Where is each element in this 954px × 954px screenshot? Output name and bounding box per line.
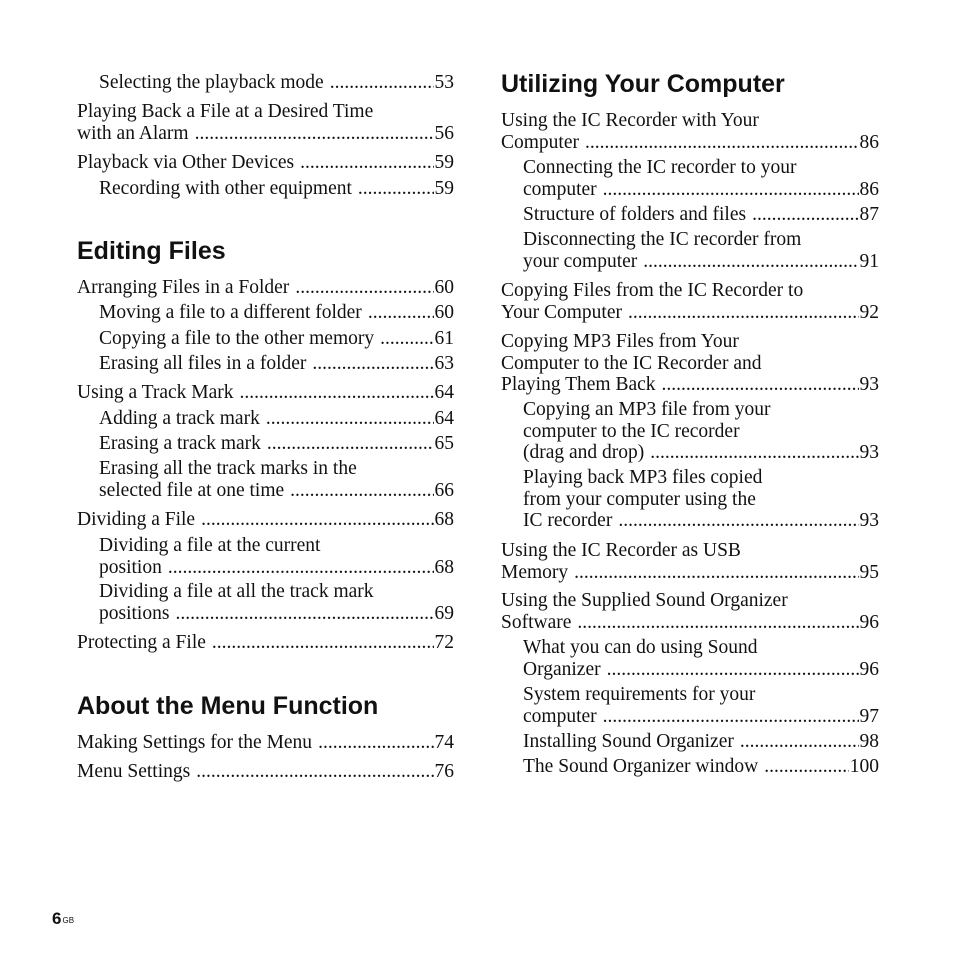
- toc-entry-line: [501, 540, 879, 562]
- toc-page-number: 60: [434, 277, 454, 298]
- toc-entry-line: [99, 328, 454, 350]
- toc-page-number: 68: [434, 556, 454, 578]
- dot-leader: [240, 382, 434, 404]
- toc-entry-line: [77, 277, 454, 299]
- dot-leader: [740, 731, 859, 753]
- toc-entry-s0-9: [99, 535, 454, 578]
- toc-entry-text: Using the IC Recorder as USB: [501, 540, 741, 561]
- toc-page-number: 98: [859, 731, 879, 752]
- toc-entry-line: [99, 458, 454, 480]
- toc-entry-line: [523, 510, 879, 532]
- toc-entry-line: [99, 433, 454, 455]
- toc-entry-line: [501, 612, 879, 634]
- toc-entry-r11: [523, 684, 879, 727]
- toc-entry-text: Playing Back a File at a Desired Time: [77, 101, 374, 122]
- toc-entry-s0-0: [77, 277, 454, 299]
- dot-leader: [628, 302, 859, 324]
- dot-leader: [290, 480, 433, 502]
- toc-entry-line: [501, 353, 879, 375]
- dot-leader: [368, 302, 434, 324]
- toc-entry-text: position: [99, 556, 162, 578]
- toc-entry-line: [99, 480, 454, 502]
- toc-entry-l2: [77, 152, 454, 174]
- dot-leader: [266, 408, 434, 430]
- toc-page-number: 93: [859, 442, 879, 463]
- toc-entry-line: [99, 603, 454, 625]
- toc-page-number: 96: [859, 658, 879, 680]
- dot-leader: [318, 732, 433, 754]
- toc-entry-text: Making Settings for the Menu: [77, 732, 313, 753]
- toc-entry-text: Installing Sound Organizer: [523, 731, 734, 752]
- toc-entry-s1-1: [77, 761, 454, 783]
- toc-entry-line: [501, 331, 879, 353]
- toc-entry-text: Using a Track Mark: [77, 382, 234, 403]
- toc-entry-text: Erasing a track mark: [99, 433, 261, 454]
- toc-entry-line: [523, 637, 879, 659]
- toc-entry-text: Erasing all the track marks in the: [99, 458, 357, 479]
- toc-entry-text: Adding a track mark: [99, 408, 260, 429]
- toc-entry-r5: [501, 331, 879, 396]
- dot-leader: [175, 603, 433, 625]
- toc-entry-text: System requirements for your: [523, 684, 756, 705]
- toc-entry-line: [77, 152, 454, 174]
- toc-entry-s0-4: [77, 382, 454, 404]
- toc-entry-text: Copying Files from the IC Recorder to: [501, 280, 804, 301]
- toc-entry-text: The Sound Organizer window: [523, 756, 759, 777]
- toc-entry-text: Menu Settings: [77, 761, 191, 782]
- toc-entry-text: Software: [501, 611, 572, 633]
- dot-leader: [577, 612, 858, 634]
- toc-entry-line: [523, 442, 879, 464]
- toc-page-number: 76: [434, 761, 454, 782]
- toc-entry-line: [523, 756, 879, 778]
- toc-entry-text: Dividing a File: [77, 509, 196, 530]
- section-heading-s1: About the Menu Function: [77, 692, 379, 720]
- dot-leader: [643, 251, 858, 273]
- toc-page-number: 59: [434, 178, 454, 199]
- toc-entry-s0-5: [99, 408, 454, 430]
- toc-page-number: 86: [859, 178, 879, 200]
- toc-entry-line: [523, 659, 879, 681]
- toc-entry-line: [523, 731, 879, 753]
- toc-entry-text: Playback via Other Devices: [77, 152, 295, 173]
- dot-leader: [201, 509, 433, 531]
- toc-entry-s0-3: [99, 353, 454, 375]
- dot-leader: [358, 178, 434, 200]
- toc-entry-s0-7: [99, 458, 454, 501]
- toc-entry-r8: [501, 540, 879, 583]
- toc-entry-s0-8: [77, 509, 454, 531]
- toc-entry-text: Structure of folders and files: [523, 204, 747, 225]
- toc-entry-s1-0: [77, 732, 454, 754]
- toc-entry-line: [523, 251, 879, 273]
- toc-entry-text: Playing Them Back: [501, 374, 656, 395]
- toc-entry-text: Copying MP3 Files from Your: [501, 331, 739, 352]
- toc-entry-r6: [523, 399, 879, 464]
- toc-page-number: 68: [434, 509, 454, 530]
- toc-page-number: 97: [859, 705, 879, 727]
- toc-entry-text: selected file at one time: [99, 479, 285, 501]
- toc-entry-l1: [77, 101, 454, 144]
- page-number-value: 6: [52, 909, 62, 928]
- toc-entry-s0-6: [99, 433, 454, 455]
- toc-entry-l3: [99, 178, 454, 200]
- toc-entry-line: [523, 399, 879, 421]
- dot-leader: [212, 632, 434, 654]
- toc-entry-line: [523, 706, 879, 728]
- toc-entry-text: from your computer using the: [523, 488, 756, 510]
- dot-leader: [618, 510, 858, 532]
- toc-entry-line: [99, 353, 454, 375]
- toc-page-number: 61: [434, 328, 454, 349]
- toc-page-number: 69: [434, 602, 454, 624]
- dot-leader: [330, 72, 434, 94]
- dot-leader: [574, 562, 858, 584]
- toc-entry-text: (drag and drop): [523, 442, 645, 463]
- toc-page-number: 96: [859, 611, 879, 633]
- toc-entry-line: [523, 204, 879, 226]
- toc-entry-text: computer to the IC recorder: [523, 420, 740, 442]
- toc-entry-text: Computer to the IC Recorder and: [501, 352, 762, 374]
- toc-entry-text: Playing back MP3 files copied: [523, 467, 763, 488]
- dot-leader: [585, 132, 859, 154]
- toc-page-number: 63: [434, 353, 454, 374]
- toc-entry-text: Dividing a file at all the track mark: [99, 581, 374, 602]
- section-heading-s0: Editing Files: [77, 237, 226, 265]
- toc-entry-text: Using the IC Recorder with Your: [501, 110, 759, 131]
- toc-entry-text: computer: [523, 705, 597, 727]
- region-code: GB: [62, 916, 75, 925]
- toc-page-number: 92: [859, 301, 879, 323]
- toc-page-number: 100: [849, 756, 879, 777]
- toc-entry-text: Protecting a File: [77, 632, 206, 653]
- toc-entry-line: [99, 178, 454, 200]
- toc-entry-line: [99, 72, 454, 94]
- toc-entry-text: What you can do using Sound: [523, 637, 758, 658]
- toc-entry-line: [99, 302, 454, 324]
- toc-entry-r12: [523, 731, 879, 753]
- toc-entry-line: [523, 179, 879, 201]
- toc-entry-line: [99, 535, 454, 557]
- toc-entry-text: Recording with other equipment: [99, 178, 352, 199]
- toc-entry-line: [501, 562, 879, 584]
- toc-entry-text: positions: [99, 602, 170, 624]
- toc-page-number: 95: [859, 561, 879, 583]
- dot-leader: [603, 706, 859, 728]
- dot-leader: [300, 152, 433, 174]
- toc-entry-text: Computer: [501, 131, 579, 153]
- toc-entry-s0-1: [99, 302, 454, 324]
- toc-page-number: 59: [434, 152, 454, 173]
- dot-leader: [662, 374, 859, 396]
- toc-entry-l0: [99, 72, 454, 94]
- toc-entry-text: computer: [523, 178, 597, 200]
- toc-entry-text: Organizer: [523, 658, 601, 680]
- toc-entry-r10: [523, 637, 879, 680]
- toc-entry-r1: [523, 157, 879, 200]
- toc-entry-text: Dividing a file at the current: [99, 535, 321, 556]
- toc-page-number: 60: [434, 302, 454, 323]
- toc-page-number: 93: [859, 374, 879, 395]
- toc-entry-text: your computer: [523, 250, 638, 272]
- toc-entry-line: [77, 382, 454, 404]
- toc-entry-line: [501, 374, 879, 396]
- toc-entry-line: [501, 110, 879, 132]
- dot-leader: [267, 433, 434, 455]
- dot-leader: [603, 179, 859, 201]
- toc-entry-line: [523, 467, 879, 489]
- toc-entry-line: [523, 684, 879, 706]
- toc-page-number: 64: [434, 408, 454, 429]
- toc-entry-text: Arranging Files in a Folder: [77, 277, 290, 298]
- dot-leader: [312, 353, 433, 375]
- toc-entry-line: [501, 132, 879, 154]
- toc-entry-text: Copying an MP3 file from your: [523, 399, 771, 420]
- toc-page-number: 56: [434, 122, 454, 144]
- toc-entry-r3: [523, 229, 879, 272]
- toc-page-number: 87: [859, 204, 879, 225]
- toc-page-number: 53: [434, 72, 454, 93]
- toc-entry-line: [77, 761, 454, 783]
- page-number: [52, 909, 74, 929]
- toc-page-number: 93: [859, 510, 879, 531]
- toc-entry-line: [523, 157, 879, 179]
- toc-entry-s0-11: [77, 632, 454, 654]
- dot-leader: [195, 123, 434, 145]
- dot-leader: [650, 442, 858, 464]
- toc-entry-text: Copying a file to the other memory: [99, 328, 375, 349]
- toc-entry-r13: [523, 756, 879, 778]
- toc-page-number: 91: [859, 250, 879, 272]
- toc-entry-text: Memory: [501, 561, 569, 583]
- toc-entry-line: [77, 123, 454, 145]
- section-heading-computer: Utilizing Your Computer: [501, 70, 785, 98]
- dot-leader: [380, 328, 433, 350]
- toc-entry-line: [99, 581, 454, 603]
- toc-entry-line: [501, 302, 879, 324]
- toc-entry-line: [77, 732, 454, 754]
- toc-entry-line: [99, 408, 454, 430]
- toc-entry-s0-10: [99, 581, 454, 624]
- toc-entry-text: Erasing all files in a folder: [99, 353, 307, 374]
- toc-page-number: 86: [859, 131, 879, 153]
- toc-entry-r9: [501, 590, 879, 633]
- toc-entry-line: [99, 557, 454, 579]
- toc-entry-line: [523, 229, 879, 251]
- toc-entry-line: [523, 489, 879, 511]
- toc-entry-line: [501, 280, 879, 302]
- toc-entry-line: [501, 590, 879, 612]
- toc-entry-s0-2: [99, 328, 454, 350]
- dot-leader: [607, 659, 859, 681]
- toc-entry-text: Disconnecting the IC recorder from: [523, 229, 802, 250]
- toc-page-number: 65: [434, 433, 454, 454]
- dot-leader: [295, 277, 433, 299]
- toc-entry-r0: [501, 110, 879, 153]
- toc-entry-text: Using the Supplied Sound Organizer: [501, 590, 788, 611]
- toc-page-number: 72: [434, 632, 454, 653]
- toc-entry-r2: [523, 204, 879, 226]
- toc-page-number: 64: [434, 382, 454, 403]
- toc-entry-line: [523, 421, 879, 443]
- toc-entry-line: [77, 509, 454, 531]
- dot-leader: [752, 204, 858, 226]
- toc-entry-text: Selecting the playback mode: [99, 72, 324, 93]
- toc-page-number: 66: [434, 479, 454, 501]
- toc-entry-text: Connecting the IC recorder to your: [523, 157, 797, 178]
- toc-page-number: 74: [434, 732, 454, 753]
- toc-entry-text: IC recorder: [523, 510, 613, 531]
- dot-leader: [168, 557, 434, 579]
- toc-entry-r4: [501, 280, 879, 323]
- toc-entry-text: Your Computer: [501, 301, 622, 323]
- toc-entry-text: with an Alarm: [77, 122, 189, 144]
- toc-entry-line: [77, 632, 454, 654]
- toc-entry-line: [77, 101, 454, 123]
- toc-entry-r7: [523, 467, 879, 532]
- toc-entry-text: Moving a file to a different folder: [99, 302, 362, 323]
- dot-leader: [196, 761, 433, 783]
- dot-leader: [764, 756, 849, 778]
